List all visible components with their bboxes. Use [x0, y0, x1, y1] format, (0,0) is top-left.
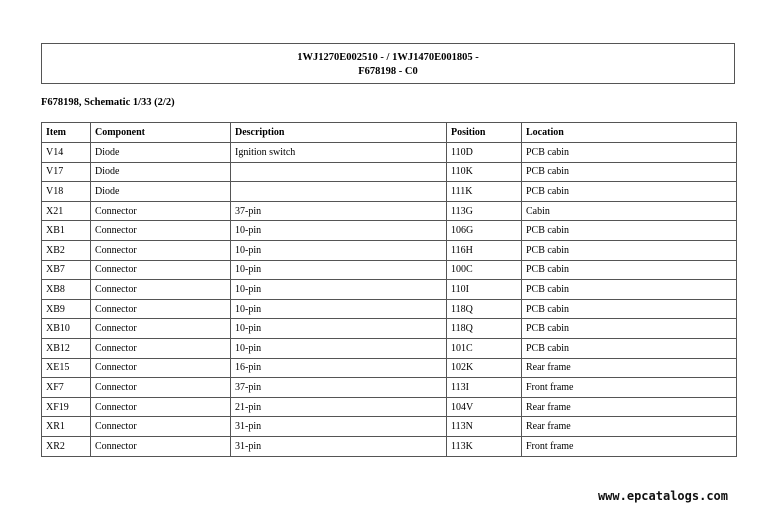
- cell-location: PCB cabin: [522, 319, 737, 339]
- cell-position: 113G: [447, 201, 522, 221]
- table-row: [42, 260, 737, 280]
- cell-component: Connector: [91, 417, 231, 437]
- cell-component: Connector: [91, 221, 231, 241]
- cell-location: PCB cabin: [522, 162, 737, 182]
- table-row: [42, 182, 737, 202]
- cell-component: Connector: [91, 299, 231, 319]
- cell-description: [231, 182, 447, 202]
- cell-description: 10-pin: [231, 240, 447, 260]
- document-header: [41, 43, 735, 84]
- cell-description: 37-pin: [231, 378, 447, 398]
- cell-position: 113N: [447, 417, 522, 437]
- cell-item: X21: [42, 201, 91, 221]
- cell-component: Connector: [91, 240, 231, 260]
- cell-location: PCB cabin: [522, 338, 737, 358]
- table-header-row: [42, 123, 737, 143]
- table-row: [42, 221, 737, 241]
- cell-description: 10-pin: [231, 260, 447, 280]
- cell-location: Cabin: [522, 201, 737, 221]
- watermark-url: www.epcatalogs.com: [597, 489, 728, 503]
- cell-item: V18: [42, 182, 91, 202]
- column-header-item: Item: [42, 123, 91, 143]
- table-body: [42, 143, 737, 457]
- cell-description: 31-pin: [231, 436, 447, 456]
- cell-description: 37-pin: [231, 201, 447, 221]
- table-row: [42, 417, 737, 437]
- cell-component: Connector: [91, 260, 231, 280]
- table-row: [42, 143, 737, 163]
- table-row: [42, 280, 737, 300]
- table-row: [42, 162, 737, 182]
- column-header-component: Component: [91, 123, 231, 143]
- cell-description: 10-pin: [231, 319, 447, 339]
- cell-position: 113I: [447, 378, 522, 398]
- cell-position: 104V: [447, 397, 522, 417]
- cell-component: Connector: [91, 280, 231, 300]
- cell-component: Diode: [91, 182, 231, 202]
- table-row: [42, 201, 737, 221]
- cell-item: XB2: [42, 240, 91, 260]
- cell-position: 100C: [447, 260, 522, 280]
- cell-location: PCB cabin: [522, 280, 737, 300]
- cell-item: XB10: [42, 319, 91, 339]
- cell-component: Connector: [91, 436, 231, 456]
- cell-component: Connector: [91, 319, 231, 339]
- schematic-title: F678198, Schematic 1/33 (2/2): [41, 97, 175, 108]
- cell-position: 110I: [447, 280, 522, 300]
- table-row: [42, 299, 737, 319]
- cell-description: 16-pin: [231, 358, 447, 378]
- cell-item: XF7: [42, 378, 91, 398]
- cell-position: 116H: [447, 240, 522, 260]
- cell-item: V14: [42, 143, 91, 163]
- cell-position: 106G: [447, 221, 522, 241]
- cell-location: Rear frame: [522, 358, 737, 378]
- cell-item: XR2: [42, 436, 91, 456]
- cell-item: XB1: [42, 221, 91, 241]
- cell-position: 110K: [447, 162, 522, 182]
- cell-item: XF19: [42, 397, 91, 417]
- cell-position: 118Q: [447, 299, 522, 319]
- cell-item: XB7: [42, 260, 91, 280]
- cell-position: 101C: [447, 338, 522, 358]
- cell-location: Front frame: [522, 436, 737, 456]
- table-row: [42, 358, 737, 378]
- cell-component: Connector: [91, 358, 231, 378]
- column-header-location: Location: [522, 123, 737, 143]
- cell-location: Rear frame: [522, 417, 737, 437]
- cell-description: 31-pin: [231, 417, 447, 437]
- cell-position: 113K: [447, 436, 522, 456]
- header-part-number: F678198 - C0: [358, 66, 418, 77]
- cell-location: PCB cabin: [522, 260, 737, 280]
- cell-description: 10-pin: [231, 299, 447, 319]
- cell-component: Connector: [91, 378, 231, 398]
- cell-location: Front frame: [522, 378, 737, 398]
- cell-description: 10-pin: [231, 221, 447, 241]
- table-row: [42, 436, 737, 456]
- cell-description: 21-pin: [231, 397, 447, 417]
- cell-component: Connector: [91, 338, 231, 358]
- cell-component: Diode: [91, 143, 231, 163]
- cell-item: XR1: [42, 417, 91, 437]
- cell-location: PCB cabin: [522, 143, 737, 163]
- cell-item: XB9: [42, 299, 91, 319]
- cell-position: 102K: [447, 358, 522, 378]
- cell-position: 110D: [447, 143, 522, 163]
- cell-item: V17: [42, 162, 91, 182]
- cell-location: PCB cabin: [522, 240, 737, 260]
- column-header-position: Position: [447, 123, 522, 143]
- cell-component: Connector: [91, 397, 231, 417]
- cell-description: [231, 162, 447, 182]
- cell-location: PCB cabin: [522, 299, 737, 319]
- cell-description: 10-pin: [231, 280, 447, 300]
- cell-component: Connector: [91, 201, 231, 221]
- cell-item: XB12: [42, 338, 91, 358]
- cell-position: 118Q: [447, 319, 522, 339]
- table-row: [42, 240, 737, 260]
- cell-location: PCB cabin: [522, 182, 737, 202]
- cell-component: Diode: [91, 162, 231, 182]
- cell-description: 10-pin: [231, 338, 447, 358]
- component-table: [41, 122, 737, 457]
- table-row: [42, 319, 737, 339]
- table-row: [42, 338, 737, 358]
- cell-description: Ignition switch: [231, 143, 447, 163]
- cell-item: XB8: [42, 280, 91, 300]
- column-header-description: Description: [231, 123, 447, 143]
- cell-item: XE15: [42, 358, 91, 378]
- cell-position: 111K: [447, 182, 522, 202]
- table-row: [42, 378, 737, 398]
- cell-location: PCB cabin: [522, 221, 737, 241]
- header-serial-range: 1WJ1270E002510 - / 1WJ1470E001805 -: [297, 52, 479, 63]
- table-row: [42, 397, 737, 417]
- cell-location: Rear frame: [522, 397, 737, 417]
